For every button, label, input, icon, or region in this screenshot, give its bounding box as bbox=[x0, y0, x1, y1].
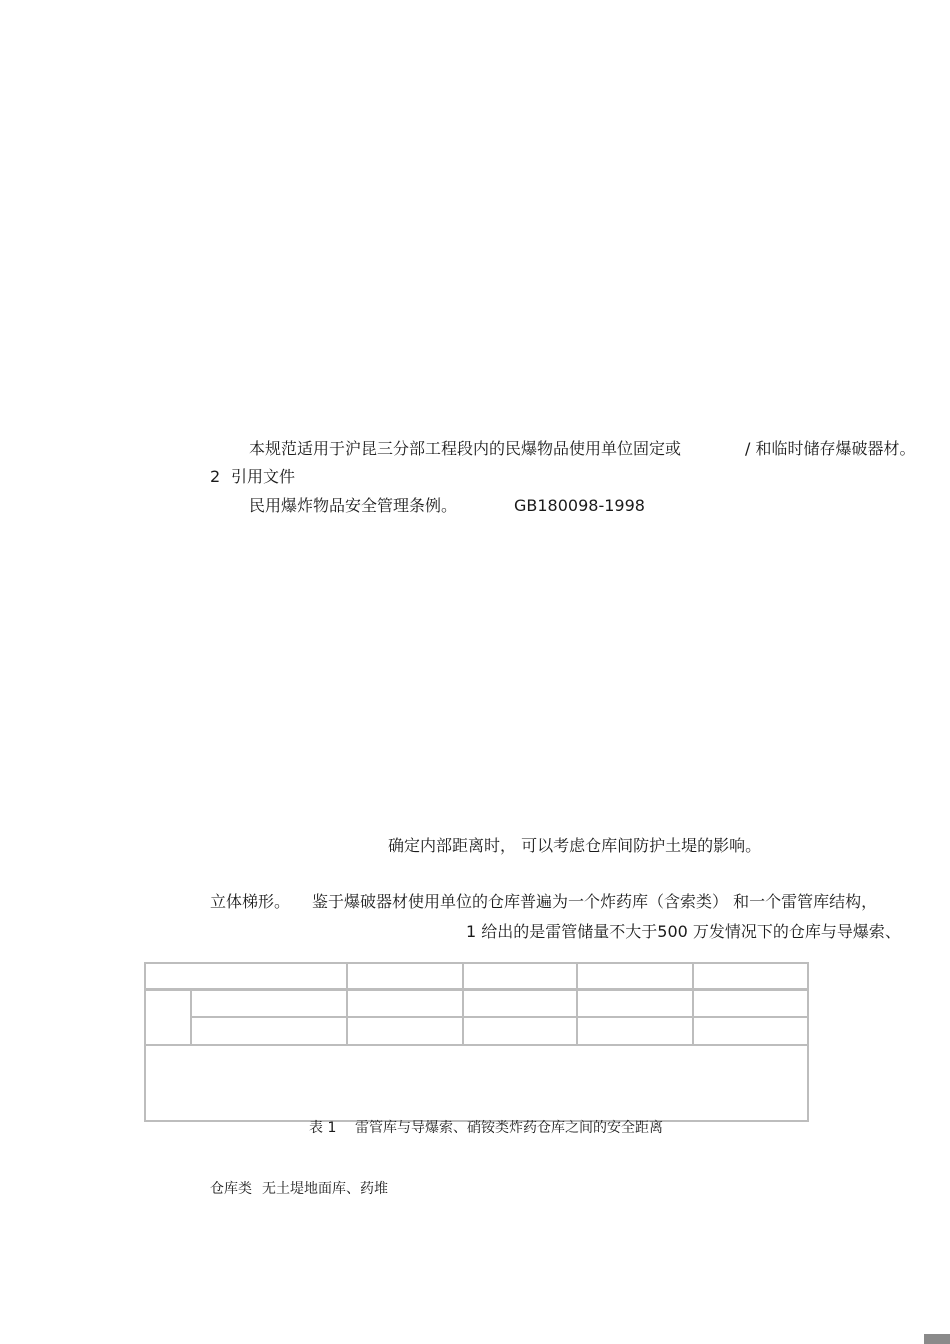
table-cell bbox=[692, 989, 809, 1018]
body-line-b: 1 给出的是雷管储量不大于500 万发情况下的仓库与导爆索、 bbox=[466, 922, 901, 941]
internal-distance-text: 确定内部距离时， 可以考虑仓库间防护土堤的影响。 bbox=[388, 836, 762, 855]
reference-code: GB180098-1998 bbox=[514, 496, 645, 515]
table-cell bbox=[576, 1016, 694, 1046]
body-line-a-1: 立体梯形。 bbox=[210, 892, 291, 911]
table-cell bbox=[144, 962, 348, 990]
table-cell bbox=[190, 1016, 348, 1046]
section-title: 引用文件 bbox=[231, 467, 296, 486]
table-cell bbox=[692, 962, 809, 990]
table-cell bbox=[462, 989, 578, 1018]
table-cell bbox=[346, 962, 464, 990]
scope-text-2: / 和临时储存爆破器材。 bbox=[745, 439, 916, 458]
reference-name: 民用爆炸物品安全管理条例。 bbox=[249, 496, 458, 515]
table-cell bbox=[576, 962, 694, 990]
body-line-a-2: 鉴于爆破器材使用单位的仓库普遍为一个炸药库（含索类） 和一个雷管库结构， bbox=[312, 892, 878, 911]
table-caption-label: 表 1 bbox=[309, 1120, 337, 1136]
distance-table bbox=[144, 962, 809, 1122]
table-cell-merged bbox=[144, 989, 192, 1046]
scope-text-1: 本规范适用于沪昆三分部工程段内的民爆物品使用单位固定或 bbox=[249, 439, 682, 458]
table-cell bbox=[462, 962, 578, 990]
table-cell bbox=[346, 1016, 464, 1046]
page-corner-marker bbox=[924, 1334, 950, 1344]
warehouse-category-label: 仓库类 bbox=[210, 1181, 252, 1197]
table-cell bbox=[462, 1016, 578, 1046]
table-caption-text: 雷管库与导爆索、硝铵类炸药仓库之间的安全距离 bbox=[355, 1120, 663, 1136]
table-cell bbox=[190, 989, 348, 1018]
table-cell bbox=[346, 989, 464, 1018]
warehouse-category-value: 无土堤地面库、药堆 bbox=[262, 1181, 388, 1197]
table-notes-cell bbox=[144, 1044, 809, 1122]
table-cell bbox=[692, 1016, 809, 1046]
table-cell bbox=[576, 989, 694, 1018]
section-number: 2 bbox=[210, 467, 221, 486]
